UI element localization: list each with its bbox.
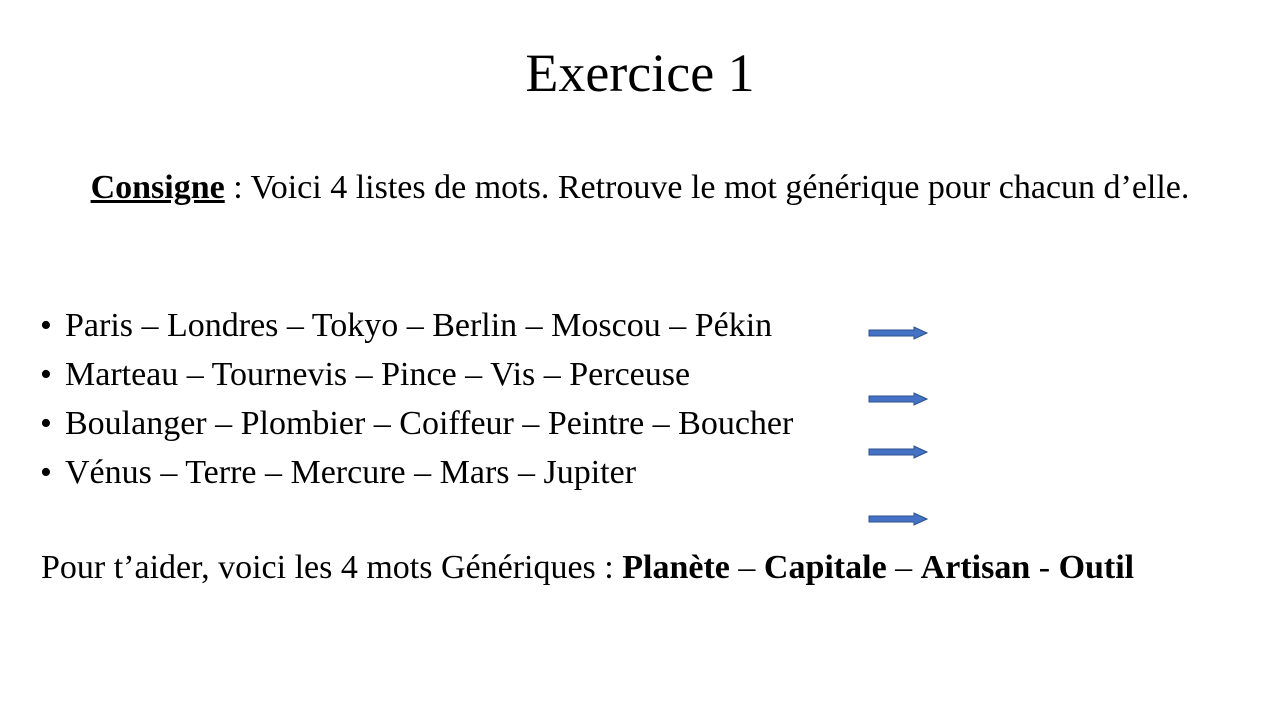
word-list-text: Vénus – Terre – Mercure – Mars – Jupiter — [65, 454, 637, 491]
generic-word: Artisan — [920, 549, 1031, 586]
generic-word: Outil — [1058, 549, 1135, 586]
slide-title: Exercice 1 — [525, 43, 755, 103]
right-arrow-icon — [868, 326, 928, 340]
bullet: • — [40, 454, 52, 491]
separator: - — [1030, 549, 1059, 586]
list-item — [40, 399, 793, 448]
list-item — [40, 350, 793, 399]
list-item — [40, 301, 793, 350]
help-intro: Pour t’aider, voici les 4 mots Génériques : — [41, 549, 623, 586]
right-arrow-icon — [868, 392, 928, 406]
generic-word: Planète — [622, 549, 730, 586]
separator: – — [729, 549, 764, 586]
generic-word: Capitale — [763, 549, 887, 586]
right-arrow-icon — [868, 512, 928, 526]
bullet: • — [40, 307, 52, 344]
word-list-text: Paris – Londres – Tokyo – Berlin – Moscou – Pékin — [65, 307, 773, 344]
right-arrow-icon — [868, 445, 928, 459]
bullet: • — [40, 405, 52, 442]
instruction-label: Consigne — [90, 169, 225, 206]
help-paragraph — [41, 550, 1234, 586]
word-lists — [40, 301, 793, 497]
word-list-text: Marteau – Tournevis – Pince – Vis – Perceuse — [65, 356, 691, 393]
instruction-text: : Voici 4 listes de mots. Retrouve le mot générique pour chacun d’elle. — [224, 169, 1190, 206]
word-list-text: Boulanger – Plombier – Coiffeur – Peintre – Boucher — [65, 405, 794, 442]
instruction-paragraph — [60, 170, 1220, 206]
list-item — [40, 448, 793, 497]
separator: – — [886, 549, 921, 586]
bullet: • — [40, 356, 52, 393]
